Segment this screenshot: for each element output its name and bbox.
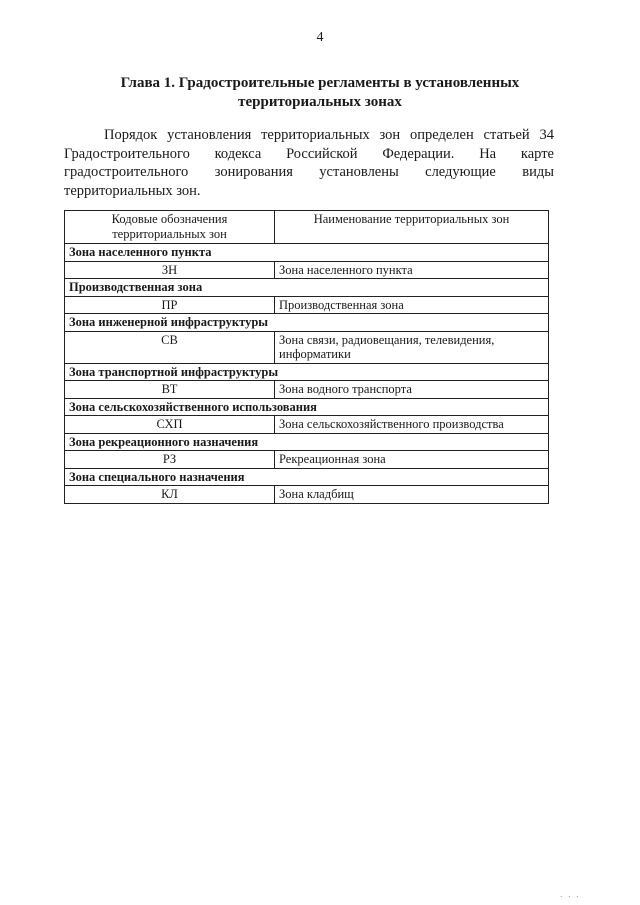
section-title: Зона рекреационного назначения <box>65 433 549 451</box>
zone-code: СХП <box>65 416 275 434</box>
intro-paragraph: Порядок установления территориальных зон определен статьей 34 Градостроительного кодекса Российской Федерации. На карте градостроительного зонирования установлены следующие виды территориальных зон. <box>64 127 554 199</box>
zone-code: ПР <box>65 296 275 314</box>
zone-code: РЗ <box>65 451 275 469</box>
section-title: Зона транспортной инфраструктуры <box>65 363 549 381</box>
zone-code: КЛ <box>65 486 275 504</box>
header-name: Наименование территориальных зон <box>275 211 549 244</box>
zone-name: Производственная зона <box>275 296 549 314</box>
zone-name: Рекреационная зона <box>275 451 549 469</box>
section-row <box>65 468 549 486</box>
section-title: Производственная зона <box>65 279 549 297</box>
zone-name: Зона водного транспорта <box>275 381 549 399</box>
page-number: 4 <box>316 30 324 45</box>
table-row <box>65 451 549 469</box>
zone-name: Зона кладбищ <box>275 486 549 504</box>
section-title: Зона специального назначения <box>65 468 549 486</box>
table-row <box>65 381 549 399</box>
section-title: Зона инженерной инфраструктуры <box>65 314 549 332</box>
section-title: Зона населенного пункта <box>65 244 549 262</box>
section-row <box>65 314 549 332</box>
section-row <box>65 244 549 262</box>
zone-code: ЗН <box>65 261 275 279</box>
zone-name: Зона сельскохозяйственного производства <box>275 416 549 434</box>
zone-code: СВ <box>65 331 275 363</box>
zone-name: Зона связи, радиовещания, телевидения, информатики <box>275 331 549 363</box>
table-row <box>65 261 549 279</box>
table-row <box>65 331 549 363</box>
chapter-title: Глава 1. Градостроительные регламенты в установленных территориальных зонах <box>120 75 520 110</box>
table-header-row <box>65 211 549 244</box>
section-row <box>65 363 549 381</box>
scan-marks: · · · <box>560 893 581 901</box>
section-row <box>65 398 549 416</box>
header-code: Кодовые обозначения территориальных зон <box>65 211 275 244</box>
section-row <box>65 433 549 451</box>
zones-table <box>64 210 549 504</box>
section-row <box>65 279 549 297</box>
table-row <box>65 416 549 434</box>
zone-code: ВТ <box>65 381 275 399</box>
zone-name: Зона населенного пункта <box>275 261 549 279</box>
table-row <box>65 296 549 314</box>
table-row <box>65 486 549 504</box>
section-title: Зона сельскохозяйственного использования <box>65 398 549 416</box>
